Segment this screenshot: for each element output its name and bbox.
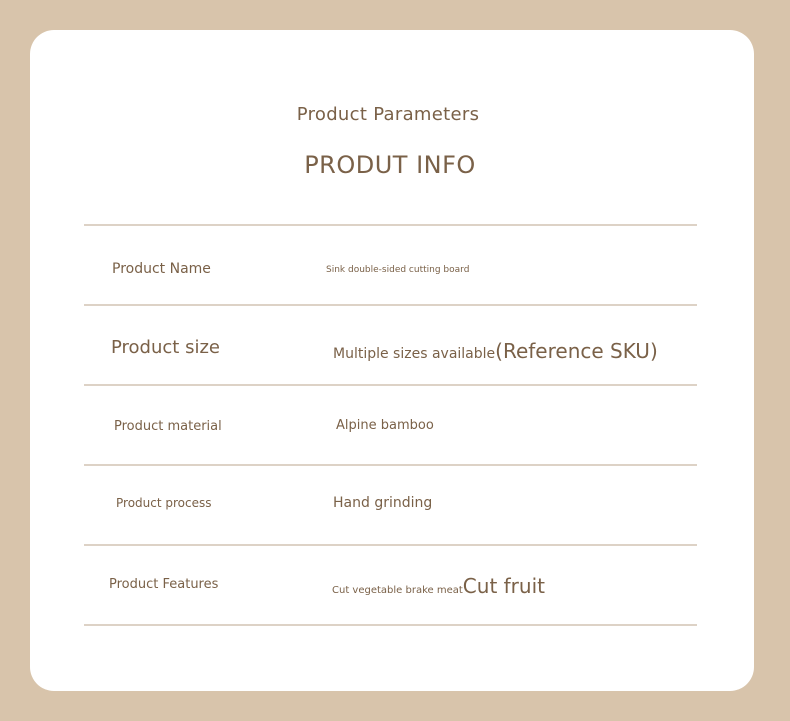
- param-value-features: [332, 574, 545, 598]
- param-label-features: Product Features: [109, 577, 219, 592]
- param-label-name: Product Name: [112, 261, 211, 277]
- param-value-features-extra: Cut fruit: [462, 574, 545, 598]
- param-value-material: Alpine bamboo: [336, 418, 434, 433]
- divider: [84, 384, 697, 386]
- param-label-material: Product material: [114, 419, 222, 434]
- param-value-size: [333, 339, 658, 363]
- param-label-size: Product size: [111, 337, 220, 358]
- param-value-name: Sink double-sided cutting board: [326, 265, 470, 275]
- param-value-size-main: Multiple sizes available: [333, 346, 496, 362]
- divider: [84, 224, 697, 226]
- param-value-size-extra: (Reference SKU): [495, 339, 658, 363]
- divider: [84, 304, 697, 306]
- param-value-process: Hand grinding: [333, 495, 433, 511]
- param-value-features-main: Cut vegetable brake meat: [332, 585, 463, 596]
- divider: [84, 464, 697, 466]
- param-label-process: Product process: [116, 496, 212, 510]
- divider: [84, 624, 697, 626]
- divider: [84, 544, 697, 546]
- page-title: Product Parameters: [296, 104, 480, 125]
- page-subtitle: PRODUT INFO: [304, 151, 476, 179]
